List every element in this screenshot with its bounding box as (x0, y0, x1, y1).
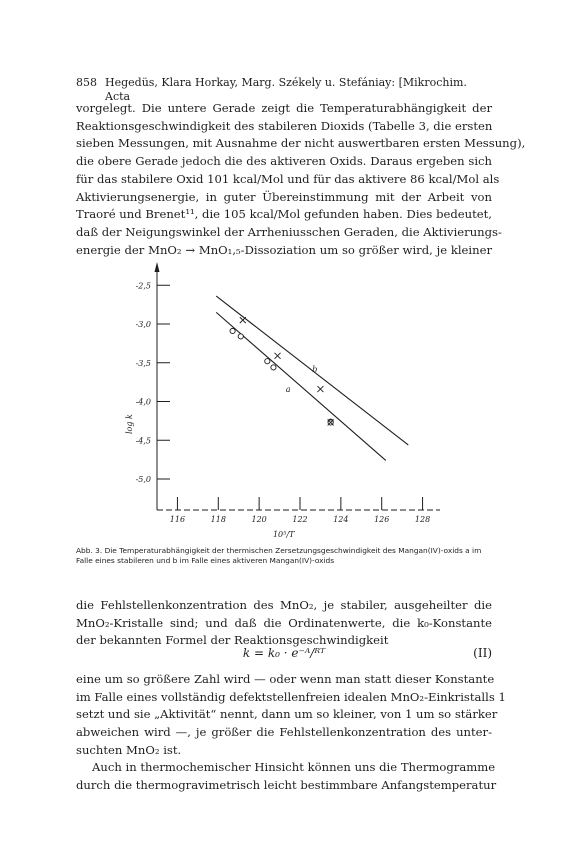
x-tick-label: 120 (251, 515, 267, 524)
page-number: 858 (76, 76, 97, 89)
text-line: Aktivierungsenergie, in guter Übereinstimmung mit der Arbeit von (76, 189, 492, 204)
y-tick-label: -4,0 (135, 397, 151, 407)
text-line: durch die thermogravimetrisch leicht bestimmbare Anfangstemperatur (76, 777, 497, 792)
x-axis-title: 10⁵/T (272, 530, 295, 539)
x-tick-label: 124 (333, 515, 349, 524)
data-point-b (240, 317, 246, 323)
paragraph-4 (76, 759, 497, 794)
text-line: Reaktionsgeschwindigkeit des stabileren Dioxids (Tabelle 3, die ersten (76, 118, 493, 133)
y-tick-label: -3,0 (135, 320, 151, 329)
y-axis-arrow (155, 262, 160, 272)
text-line: daß der Neigungswinkel der Arrheniusschen Geraden, die Aktivierungs- (76, 224, 502, 239)
data-point-a (230, 328, 235, 333)
text-line: suchten MnO₂ ist. (76, 742, 182, 757)
figure-caption (76, 546, 496, 566)
x-tick-label: 126 (374, 515, 390, 524)
text-line: MnO₂-Kristalle sind; und daß die Ordinatenwerte, die k₀-Konstante (76, 615, 492, 630)
formula-number: (II) (473, 646, 492, 660)
y-tick-label: -2,5 (135, 281, 151, 291)
data-point-b (275, 353, 281, 359)
series-label-a: a (285, 385, 291, 395)
text-line: vorgelegt. Die untere Gerade zeigt die Temperaturabhängigkeit der (76, 101, 492, 115)
data-point-a (238, 334, 243, 339)
paragraph-2 (76, 597, 492, 650)
y-tick-label: -3,5 (135, 358, 151, 368)
formula-expression: k = k₀ · e⁻ᴬ/ᴿᵀ (242, 646, 326, 660)
text-line: im Falle eines vollständig defektstellenfreien idealen MnO₂-Einkristalls 1 (76, 689, 506, 704)
text-line: der bekannten Formel der Reaktionsgeschwindigkeit (76, 633, 389, 648)
data-point-a (271, 365, 276, 370)
running-title: Hegedüs, Klara Horkay, Marg. Székely u. Stefániay: [Mikrochim. Acta (105, 76, 467, 103)
text-line: für das stabilere Oxid 101 kcal/Mol und für das aktivere 86 kcal/Mol als (76, 171, 500, 186)
data-point-a (265, 359, 270, 364)
text-line: Traoré und Brenet¹¹, die 105 kcal/Mol gefunden haben. Dies bedeutet, (76, 207, 492, 222)
text-line: die obere Gerade jedoch die des aktiveren Oxids. Daraus ergeben sich (76, 154, 492, 169)
x-tick-label: 128 (414, 515, 431, 524)
y-tick-label: -5,0 (135, 475, 151, 484)
text-line: sieben Messungen, mit Ausnahme der nicht auswertbaren ersten Messung), (76, 136, 526, 151)
x-tick-label: 116 (169, 515, 186, 524)
x-tick-label: 122 (292, 515, 308, 524)
text-line: setzt und sie „Aktivität“ nennt, dann um so kleiner, von 1 um so stärker (76, 707, 498, 722)
text-line: abweichen wird —, je größer die Fehlstellenkonzentration des unter- (76, 725, 492, 740)
series-label-b: b (312, 365, 318, 375)
caption-prefix: Abb. 3. (76, 546, 103, 555)
caption-text: Die Temperaturabhängigkeit der thermischen Zersetzungsgeschwindigkeit des Mangan(IV)-oxids a im Falle eines stabileren und b im Falle eines aktiveren Mangan(IV)-oxids (76, 546, 482, 565)
data-point-b (317, 386, 323, 392)
y-axis-title: log k (125, 414, 134, 434)
text-line: die Fehlstellenkonzentration des MnO₂, je stabiler, ausgeheilter die (76, 598, 492, 612)
x-tick-label: 118 (210, 515, 226, 524)
formula-II (76, 646, 492, 664)
text-line: Auch in thermochemischer Hinsicht können uns die Thermogramme (92, 760, 496, 774)
y-tick-label: -4,5 (135, 436, 151, 446)
y-axis (155, 262, 160, 510)
text-line: eine um so größere Zahl wird — oder wenn man statt dieser Konstante (76, 672, 495, 686)
paragraph-3 (76, 671, 506, 760)
text-line: energie der MnO₂ → MnO₁,₅-Dissoziation um so größer wird, je kleiner (76, 242, 492, 257)
